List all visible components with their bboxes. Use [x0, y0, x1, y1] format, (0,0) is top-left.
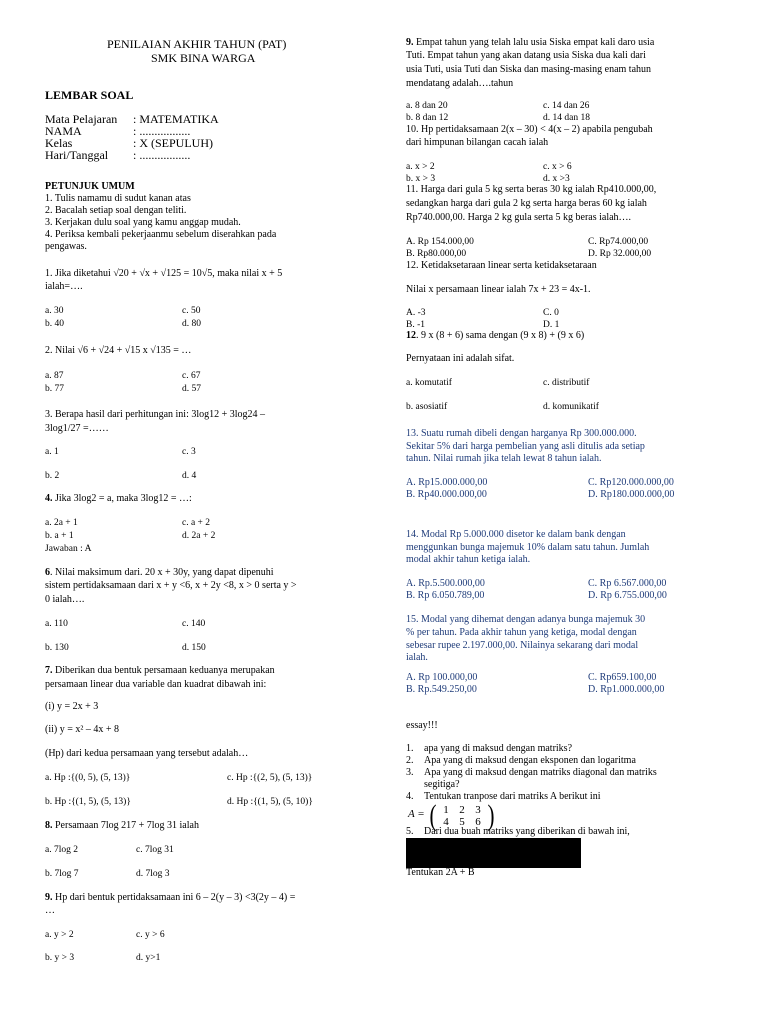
sheet-title: LEMBAR SOAL [45, 88, 134, 102]
school-name: SMK BINA WARGA [151, 51, 256, 65]
info-label: Mata Pelajaran [45, 112, 118, 126]
matrix-cell: 4 [443, 816, 449, 828]
option-d: d. x >3 [543, 174, 570, 184]
option-c: c. Hp :{(2, 5), (5, 13)} [227, 773, 313, 783]
matrix-label: A = [408, 808, 425, 820]
option-c: c. 14 dan 26 [543, 101, 590, 111]
essay-number: 5. [406, 826, 414, 837]
instruction-item: 1. Tulis namamu di sudut kanan atas [45, 193, 191, 204]
option-b: b. 8 dan 12 [406, 113, 449, 123]
instruction-item: 2. Bacalah setiap soal dengan teliti. [45, 205, 187, 216]
question-text: . Nilai maksimum dari. 20 x + 30y, yang dapat dipenuhi [50, 567, 274, 578]
option-c: c. 7log 31 [136, 845, 174, 855]
option-c: c. y > 6 [136, 930, 165, 940]
question-number: 9. [45, 892, 53, 903]
option-b: B. Rp.549.250,00 [406, 684, 477, 695]
info-value: : ................. [133, 148, 191, 162]
question-text: usia Tuti, usia Tuti dan Siska dan masing-masing enam tahun [406, 64, 652, 75]
question-text: 13. Suatu rumah dibeli dengan harganya Rp 300.000.000. [406, 428, 637, 439]
question-text: sistem pertidaksamaan dari x + y <6, x + 2y <8, x > 0 serta y > [45, 580, 297, 591]
question-text: 11. Harga dari gula 5 kg serta beras 30 kg ialah Rp410.000,00, [406, 184, 657, 195]
question-text: Empat tahun yang telah lalu usia Siska empat kali daro usia [413, 37, 655, 48]
info-label: NAMA [45, 124, 82, 138]
question-text: mendatang adalah….tahun [406, 78, 514, 89]
instruction-item: 4. Periksa kembali pekerjaanmu sebelum diserahkan pada [45, 229, 277, 240]
option-b: b. 40 [45, 319, 64, 329]
essay-final: Tentukan 2A + B [406, 867, 475, 878]
question-text: 15. Modal yang dihemat dengan adanya bunga majemuk 30 [406, 614, 646, 625]
option-a: a. Hp :{(0, 5), (5, 13)} [45, 773, 131, 783]
question-number: 7. [45, 665, 53, 676]
option-c: c. 67 [182, 371, 201, 381]
option-c: c. a + 2 [182, 518, 211, 528]
option-d: d. 4 [182, 471, 197, 481]
option-b: b. asosiatif [406, 402, 448, 412]
option-c: c. x > 6 [543, 162, 572, 172]
option-d: d. komunikatif [543, 402, 599, 412]
info-value: : ................. [133, 124, 191, 138]
option-c: C. 0 [543, 308, 559, 318]
question-text: Rp740.000,00. Harga 2 kg gula serta 5 kg beras ialah…. [406, 212, 632, 223]
option-a: A. Rp.5.500.000,00 [406, 578, 485, 589]
question-text: modal akhir tahun ketiga ialah. [406, 554, 531, 565]
option-d: d. Hp :{(1, 5), (5, 10)} [227, 797, 313, 807]
question-text: 2. Nilai √6 + √24 + √15 x √135 = … [45, 345, 192, 356]
info-label: Hari/Tanggal [45, 148, 109, 162]
option-a: a. komutatif [406, 378, 452, 388]
info-label: Kelas [45, 136, 73, 150]
question-text: 1. Jika diketahui √20 + √x + √125 = 10√5, maka nilai x + 5 [45, 268, 283, 279]
option-b: B. Rp80.000,00 [406, 249, 467, 259]
option-c: C. Rp659.100,00 [588, 672, 657, 683]
exam-title: PENILAIAN AKHIR TAHUN (PAT) [107, 37, 287, 51]
question-text: Pernyataan ini adalah sifat. [406, 353, 515, 364]
question-text: 10. Hp pertidaksamaan 2(x – 30) < 4(x – 2) apabila pengubah [406, 124, 653, 135]
option-d: d. 7log 3 [136, 869, 170, 879]
question-text: sedangkan harga dari gula 2 kg serta harga beras 60 kg ialah [406, 198, 647, 209]
question-text: (Hp) dari kedua persamaan yang tersebut adalah… [45, 748, 249, 759]
equation: (ii) y = x² – 4x + 8 [45, 724, 119, 735]
option-a: a. 8 dan 20 [406, 101, 448, 111]
option-b: b. 2 [45, 471, 60, 481]
question-text: dari himpunan bilangan cacah ialah [406, 137, 549, 148]
option-a: A. Rp 100.000,00 [406, 672, 478, 683]
option-d: d. 150 [182, 643, 206, 653]
instruction-item: 3. Kerjakan dulu soal yang kamu anggap mudah. [45, 217, 241, 228]
question-number: 8. [45, 820, 53, 831]
option-a: a. 7log 2 [45, 845, 78, 855]
option-c: C. Rp120.000.000,00 [588, 477, 674, 488]
essay-item: Dari dua buah matriks yang diberikan di bawah ini, [424, 826, 630, 837]
instructions-title: PETUNJUK UMUM [45, 181, 135, 192]
question-number: 6 [45, 567, 50, 578]
option-b: b. a + 1 [45, 531, 74, 541]
option-b: b. 77 [45, 384, 64, 394]
option-a: A. Rp15.000.000,00 [406, 477, 488, 488]
option-b: b. 7log 7 [45, 869, 79, 879]
option-a: a. 30 [45, 306, 64, 316]
question-text: menggunkan bunga majemuk 10% dalam satu tahun. Jumlah [406, 542, 650, 553]
question-text: . 9 x (8 + 6) sama dengan (9 x 8) + (9 x 6) [416, 330, 585, 341]
option-d: D. Rp 6.755.000,00 [588, 590, 667, 601]
essay-item: Apa yang di maksud dengan matriks diagonal dan matriks [424, 767, 657, 778]
option-a: a. 110 [45, 619, 68, 629]
matrix-cell: 5 [459, 816, 465, 828]
essay-number: 4. [406, 791, 414, 802]
matrix-bracket: ) [487, 799, 495, 832]
option-b: b. x > 3 [406, 174, 436, 184]
essay-number: 2. [406, 755, 414, 766]
question-text: Sekitar 5% dari harga pembelian yang asli ditulis ada setiap [406, 441, 645, 452]
option-a: a. 87 [45, 371, 64, 381]
question-text: Jika 3log2 = a, maka 3log12 = …: [52, 493, 192, 504]
instruction-item: pengawas. [45, 241, 87, 252]
question-text: 14. Modal Rp 5.000.000 disetor ke dalam bank dengan [406, 529, 626, 540]
question-number: 4. [45, 493, 53, 504]
question-text: ialah. [406, 652, 428, 663]
option-a: A. Rp 154.000,00 [406, 237, 474, 247]
option-b: B. -1 [406, 320, 425, 330]
matrix-bracket: ( [429, 799, 437, 832]
option-a: a. x > 2 [406, 162, 435, 172]
question-text: Persamaan 7log 217 + 7log 31 ialah [52, 820, 199, 831]
question-number: 12 [406, 330, 416, 341]
question-text: 0 ialah…. [45, 594, 85, 605]
option-c: c. 3 [182, 447, 196, 457]
option-d: D. 1 [543, 320, 560, 330]
option-d: d. 57 [182, 384, 201, 394]
option-d: D. Rp1.000.000,00 [588, 684, 665, 695]
redacted-matrices-image [406, 838, 581, 868]
question-text: tahun. Nilai rumah jika telah lewat 8 tahun ialah. [406, 453, 602, 464]
question-text: Diberikan dua bentuk persamaan keduanya merupakan [52, 665, 275, 676]
essay-item: segitiga? [424, 779, 460, 790]
question-text: ialah=…. [45, 281, 83, 292]
question-text: 3log1/27 =…… [45, 423, 109, 434]
question-text: % per tahun. Pada akhir tahun yang ketiga, modal dengan [406, 627, 637, 638]
option-d: D. Rp180.000.000,00 [588, 489, 675, 500]
question-number: 9. [406, 37, 414, 48]
info-value: : MATEMATIKA [133, 112, 219, 126]
option-d: d. y>1 [136, 953, 161, 963]
option-a: a. 1 [45, 447, 59, 457]
matrix-cell: 6 [475, 816, 481, 828]
matrix-cell: 1 [443, 804, 449, 816]
info-value: : X (SEPULUH) [133, 136, 213, 150]
option-d: d. 2a + 2 [182, 531, 216, 541]
option-c: c. 140 [182, 619, 206, 629]
essay-item: apa yang di maksud dengan matriks? [424, 743, 573, 754]
option-b: b. 130 [45, 643, 69, 653]
matrix-cell: 3 [475, 804, 481, 816]
essay-title: essay!!! [406, 720, 438, 731]
option-b: B. Rp40.000.000,00 [406, 489, 487, 500]
question-text: persamaan linear dua variable dan kuadrat dibawah ini: [45, 679, 267, 690]
option-d: d. 14 dan 18 [543, 113, 590, 123]
option-a: A. -3 [406, 308, 426, 318]
equation: (i) y = 2x + 3 [45, 701, 99, 712]
matrix-cell: 2 [459, 804, 465, 816]
option-c: c. 50 [182, 306, 201, 316]
essay-number: 1. [406, 743, 414, 754]
essay-number: 3. [406, 767, 414, 778]
question-text: 12. Ketidaksetaraan linear serta ketidaksetaraan [406, 260, 597, 271]
option-b: b. y > 3 [45, 953, 75, 963]
option-b: B. Rp 6.050.789,00 [406, 590, 485, 601]
question-text: Nilai x persamaan linear ialah 7x + 23 = 4x-1. [406, 284, 591, 295]
question-text: … [45, 905, 55, 916]
question-text: sebesar rupee 2.197.000,00. Nilainya sekarang dari modal [406, 640, 639, 651]
essay-item: Apa yang di maksud dengan eksponen dan logaritma [424, 755, 636, 766]
option-a: a. y > 2 [45, 930, 74, 940]
question-text: Hp dari bentuk pertidaksamaan ini 6 – 2(y – 3) <3(2y – 4) = [52, 892, 296, 903]
question-text: 3. Berapa hasil dari perhitungan ini: 3log12 + 3log24 – [45, 409, 266, 420]
answer-note: Jawaban : A [45, 544, 92, 554]
option-c: c. distributif [543, 378, 590, 388]
option-b: b. Hp :{(1, 5), (5, 13)} [45, 797, 131, 807]
option-d: d. 80 [182, 319, 201, 329]
option-c: C. Rp 6.567.000,00 [588, 578, 667, 589]
essay-item: Tentukan tranpose dari matriks A berikut ini [424, 791, 601, 802]
option-d: D. Rp 32.000,00 [588, 249, 652, 259]
question-text: Tuti. Empat tahun yang akan datang usia Siska dua kali dari [406, 50, 646, 61]
option-c: C. Rp74.000,00 [588, 237, 649, 247]
option-a: a. 2a + 1 [45, 518, 78, 528]
